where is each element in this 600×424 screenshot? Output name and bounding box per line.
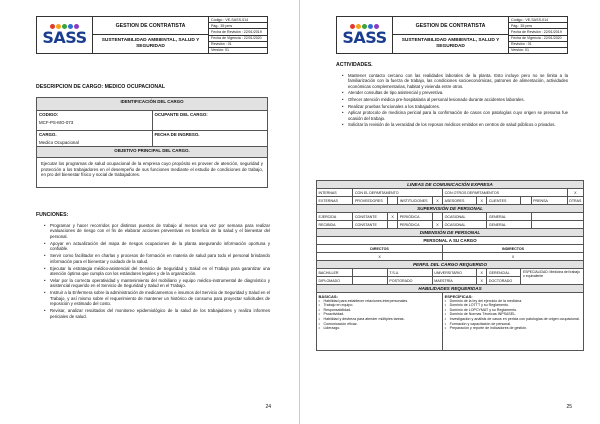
doc-title: DESCRIPCION DE CARGO: MEDICO OCUPACIONAL — [36, 84, 166, 90]
sup-col: PERIÓDICA — [398, 221, 432, 229]
sup-col: OCASIONAL — [443, 221, 487, 229]
lineas-header: LINEAS DE COMUNICACIÓN EXPRESA — [317, 181, 584, 189]
codigo-value: MCF-PS-MO-073 — [39, 120, 74, 125]
code-line: Versión: 01 — [211, 48, 229, 53]
list-item: • Dominio de LOPCYMAT y su Reglamento. — [445, 308, 582, 313]
code-line: Fecha de Revisión : 22/01/2019 — [509, 29, 567, 35]
especificas-cell — [443, 293, 584, 351]
indirectos-label: INDIRECTOS — [443, 245, 584, 253]
supervision-header: SUPERVISIÓN DE PERSONAL — [317, 205, 584, 213]
mark: X — [567, 189, 583, 197]
funciones-title: FUNCIONES: — [36, 212, 69, 218]
document-header — [36, 16, 268, 54]
list-item: • Trabajo en equipo. — [319, 303, 441, 308]
cargo-label: CARGO. — [39, 132, 57, 137]
basicas-list — [319, 299, 441, 331]
perfil-item: POSTGRADO — [387, 277, 432, 285]
recibida-label: RECIBIDA — [317, 221, 353, 229]
header-codes — [509, 17, 567, 53]
sup-col: PERIÓDICA — [398, 213, 432, 221]
dimension-header: DIMENSIÓN DE PERSONAL — [317, 229, 584, 237]
perfil-item: UNIVERSITARIO — [432, 269, 476, 277]
code-line: Pág.: 35 pms — [209, 23, 267, 29]
especialidad: ESPECIALIDAD: Medicina del trabajo o equivalente — [521, 269, 584, 285]
logo-text: SASS — [42, 28, 87, 47]
externa-item: PROVEEDORES — [353, 197, 387, 205]
sup-col: GENERAL — [487, 213, 531, 221]
actividades-list — [342, 73, 568, 129]
perfil-item: DOCTORADO — [487, 277, 521, 285]
especificas-title: ESPECÍFICAS: — [444, 293, 473, 299]
profile-table — [316, 180, 584, 351]
directos-label: DIRECTOS — [317, 245, 443, 253]
list-item: • Mantener contacto cercano con las realidades laborales de la planta. Esto incluye pero no se limita a la familiarización con la fuerza de trabajo, las condiciones socioeconómicas, patrones de alimentación, actividades económicas complementarias, habitat y vivienda entre otros. — [342, 73, 568, 89]
header-codes — [209, 17, 267, 53]
codigo-cell — [37, 111, 153, 131]
header-title: GESTION DE CONTRATISTA — [393, 17, 508, 35]
page-number: 24 — [265, 404, 271, 410]
externas-label: EXTERNAS — [317, 197, 353, 205]
id-header: IDENTIFICACIÓN DEL CARGO — [37, 98, 268, 111]
list-item: • Proactividad. — [319, 312, 441, 317]
code-line: Código : VE-SASS-014 — [209, 17, 267, 23]
objetivo-text: Ejecutar los programas de salud ocupacional de la empresa cuyo propósito es proveer de atención, seguridad y protección a los trabajadores en el desempeño de sus funciones mediante el estudio de condiciones de trabajo, en pro del bienestar físico y social de trabajadores. — [37, 158, 268, 188]
perfil-item: T.S.U. — [387, 269, 432, 277]
perfil-item: MAESTRÍA — [432, 277, 476, 285]
perfil-item: GERENCIAL — [487, 269, 521, 277]
sass-logo — [337, 17, 393, 53]
sass-logo — [37, 17, 93, 53]
code-line: Revisión : 01 — [509, 42, 567, 48]
list-item: • Velar por la correcta operatividad y mantenimiento del mobiliario y equipo médico-instrumental de diagnóstico y asistencial requerido en el Servicio de Seguridad y Salud en el Trabajo. — [44, 278, 270, 289]
header-subtitle: SUSTENTABILIDAD AMBIENTAL, SALUD Y SEGURIDAD — [401, 38, 500, 49]
list-item: • Habilidad y destreza para atender múltiples tareas. — [319, 317, 441, 322]
list-item: • Apoyar en actualización del mapa de riesgos ocupaciones de la planta asegurando información oportuna y confiable. — [44, 241, 270, 252]
list-item: • Revisar, analizar resultados del monitoreo epidemiológico de la salud de los trabajadores y realiza informes periciales de salud. — [44, 308, 270, 319]
list-item: • Aplicar protocolo de medicina pericial para la confirmación de casos con patologías cuyo origen se presuma fue ocasión del trabajo. — [342, 110, 568, 121]
list-item: • Realizar pruebas funcionales a los trabajadores. — [342, 104, 568, 109]
list-item: • Programar y hacer recorridos por distintos puestos de trabajo al menos una vez por semana para realizar evaluaciones de riesgo con el fin de elaborar acciones preventivas en beneficio de la salud y el bienestar del personal. — [44, 223, 270, 239]
code-line: Versión: 01 — [511, 48, 529, 53]
mark: X — [477, 197, 487, 205]
fecha-label: FECHA DE INGRESO. — [152, 131, 268, 147]
code-line: Fecha de Vigencia : 22/01/2020 — [209, 36, 267, 42]
especificas-list — [445, 299, 582, 331]
mark: X — [387, 213, 397, 221]
list-item: • Investigación y análisis de casos en pericia con patologías de origen ocupacional. — [445, 317, 582, 322]
list-item: • Preparación y reporte de indicadores de gestión. — [445, 326, 582, 331]
code-line: Fecha de Vigencia : 22/01/2020 — [509, 36, 567, 42]
funciones-list — [44, 223, 270, 321]
internas-otros: CON OTROS DEPARTAMENTOS — [443, 189, 567, 197]
mark: X — [477, 277, 487, 285]
logo-text: SASS — [342, 28, 387, 47]
externa-item: PRENSA — [531, 197, 567, 205]
habilidades-header: HABILIDADES REQUERIDAS — [317, 285, 584, 293]
list-item: • Ejecutar la estrategia médico-asistencial del Servicio de Seguridad y Salud en el Trabajo para garantizar una atención óptima que cumpla con los estándares legales y de la organización. — [44, 266, 270, 277]
codigo-label: CODIGO: — [39, 112, 59, 117]
sup-col: GENERAL — [487, 221, 531, 229]
identification-table — [36, 97, 268, 188]
objetivo-header: OBJETIVO PRINCIPAL DEL CARGO. — [37, 147, 268, 158]
mark: X — [477, 269, 487, 277]
list-item: • Atender consultas de tipo asistencial y preventiva. — [342, 90, 568, 95]
sup-col: CONSTANTE — [353, 213, 387, 221]
mark: X — [432, 197, 442, 205]
perfil-item: BACHILLER — [317, 269, 353, 277]
externa-item: ASESORES — [443, 197, 477, 205]
list-item: • Habilidad para establecer relaciones interpersonales. — [319, 299, 441, 304]
page-right — [300, 0, 600, 424]
mark: X — [432, 221, 442, 229]
code-line: Código : VE-SASS-014 — [509, 17, 567, 23]
externa-item: INSTITUCIONES — [398, 197, 432, 205]
externa-item: CLIENTES — [487, 197, 521, 205]
externa-item: OTRAS — [567, 197, 583, 205]
list-item: • Dominio de Normas Técnicas INPSASEL. — [445, 312, 582, 317]
internas-dept: CON EL DEPARTAMENTO — [353, 189, 443, 197]
list-item: • Formación y capacitación de personal. — [445, 322, 582, 327]
header-subtitle: SUSTENTABILIDAD AMBIENTAL, SALUD Y SEGURIDAD — [101, 38, 200, 49]
ocupante-label: OCUPANTE DEL CARGO: — [152, 111, 268, 131]
code-line: Pág.: 35 pms — [509, 23, 567, 29]
cargo-value: Medico Ocupacional — [39, 140, 79, 145]
perfil-header: PERFIL DEL CARGO REQUERIDO — [317, 261, 584, 269]
document-header — [336, 16, 568, 54]
list-item: • Servir como facilitador en charlas y procesos de formación en materia de salud para todo el personal brindando información para el bienestar y cuidado de la salud. — [44, 253, 270, 264]
list-item: • Ofrecer atención médica pre-hospitalaria al personal lesionado durante accidentes laborales. — [342, 97, 568, 102]
ejercida-label: EJERCIDA — [317, 213, 353, 221]
list-item: • Instruir a la Enfermera sobre la administración de medicamentos e insumos del Servicio de Seguridad y Salud en el Trabajo, y así mismo sobre el requerimiento de mantener un histórico de consumo para proyectar solicitudes de reposición y estimado del costo. — [44, 290, 270, 306]
list-item: • Dominio de LOTTT y su Reglamento. — [445, 303, 582, 308]
actividades-title: ACTIVIDADES. — [336, 62, 373, 68]
code-line: Fecha de Revisión : 22/01/2019 — [209, 29, 267, 35]
sup-col: CONSTANTE — [353, 221, 387, 229]
personal-cargo: PERSONAL A SU CARGO — [317, 237, 584, 245]
mark: X — [443, 253, 584, 261]
basicas-cell — [317, 293, 443, 351]
list-item: • Solicitar la revisión de la veracidad de los reposos médicos emitidos en centros de salud públicos o privados. — [342, 122, 568, 127]
sup-col: OCASIONAL — [443, 213, 487, 221]
perfil-item: DIPLOMADO — [317, 277, 353, 285]
cargo-cell — [37, 131, 153, 147]
list-item: • Comunicación eficaz. — [319, 322, 441, 327]
list-item: • Dominio de la ley del ejercicio de la medicina. — [445, 299, 582, 304]
code-line: Revisión : 01 — [209, 42, 267, 48]
basicas-title: BÁSICAS: — [318, 293, 338, 299]
internas-label: INTERNAS — [317, 189, 353, 197]
mark: X — [317, 253, 443, 261]
page-number: 25 — [566, 404, 572, 410]
header-title: GESTION DE CONTRATISTA — [93, 17, 208, 35]
list-item: • Responsabilidad. — [319, 308, 441, 313]
list-item: • Liderazgo. — [319, 326, 441, 331]
